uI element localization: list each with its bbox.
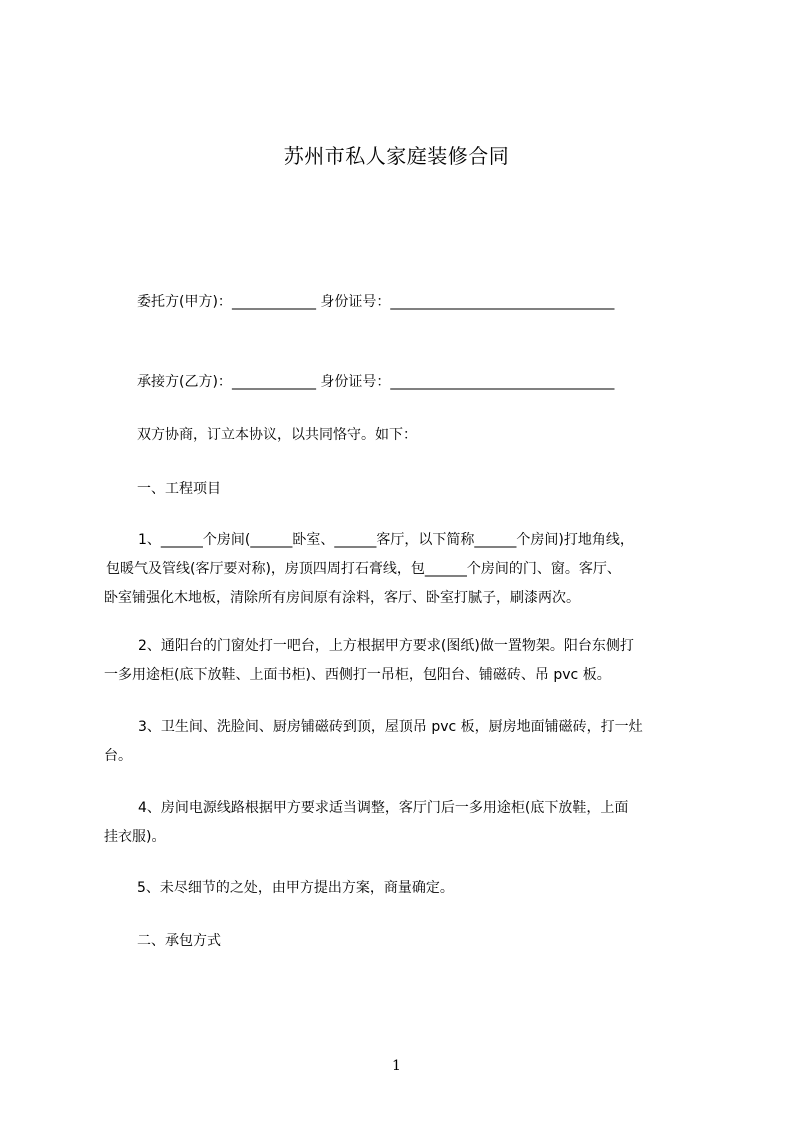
party-a-id-blank: ________________________________ [390, 294, 615, 310]
party-b-label: 承接方(乙方)： [137, 374, 232, 390]
item3-line-1: 3、卫生间、洗脸间、厨房铺磁砖到顶，屋顶吊 pvc 板，厨房地面铺磁砖，打一灶 [138, 719, 643, 735]
party-b-line [137, 372, 614, 392]
item1-line-2: 包暖气及管线(客厅要对称)，房顶四周打石膏线，包______个房间的门、窗。客厅、 [106, 561, 621, 577]
section1-item1 [104, 526, 704, 613]
item1-line-1: 1、______个房间(______卧室、______客厅，以下简称______个房间)打地角线， [138, 532, 634, 548]
party-a-line [137, 292, 614, 312]
item2-line-1: 2、通阳台的门窗处打一吧台，上方根据甲方要求(图纸)做一置物架。阳台东侧打 [138, 638, 634, 654]
section1-item3 [104, 713, 704, 771]
party-a-name-blank: ____________ [231, 294, 316, 310]
item3-line-2: 台。 [104, 748, 132, 764]
section1-item2 [104, 632, 704, 690]
party-b-id-label: 身份证号： [315, 374, 391, 390]
party-a-label: 委托方(甲方)： [137, 294, 232, 310]
party-b-id-blank: ________________________________ [390, 374, 615, 390]
page-number: 1 [392, 1058, 401, 1074]
party-a-id-label: 身份证号： [315, 294, 391, 310]
item2-line-2: 一多用途柜(底下放鞋、上面书柜)、西侧打一吊柜，包阳台、铺磁砖、吊 pvc 板。 [104, 667, 611, 683]
section1-item4 [104, 794, 704, 852]
section2-heading: 二、承包方式 [137, 933, 221, 949]
intro-text: 双方协商，订立本协议，以共同恪守。如下： [137, 427, 417, 443]
item4-line-2: 挂衣服)。 [104, 829, 166, 845]
contract-title: 苏州市私人家庭装修合同 [283, 144, 510, 168]
party-b-name-blank: ____________ [231, 374, 316, 390]
section1-heading: 一、工程项目 [137, 481, 221, 497]
section1-item5: 5、未尽细节的之处，由甲方提出方案，商量确定。 [137, 880, 454, 896]
item1-line-3: 卧室铺强化木地板，清除所有房间原有涂料，客厅、卧室打腻子，刷漆两次。 [104, 590, 580, 606]
item4-line-1: 4、房间电源线路根据甲方要求适当调整，客厅门后一多用途柜(底下放鞋，上面 [138, 800, 629, 816]
